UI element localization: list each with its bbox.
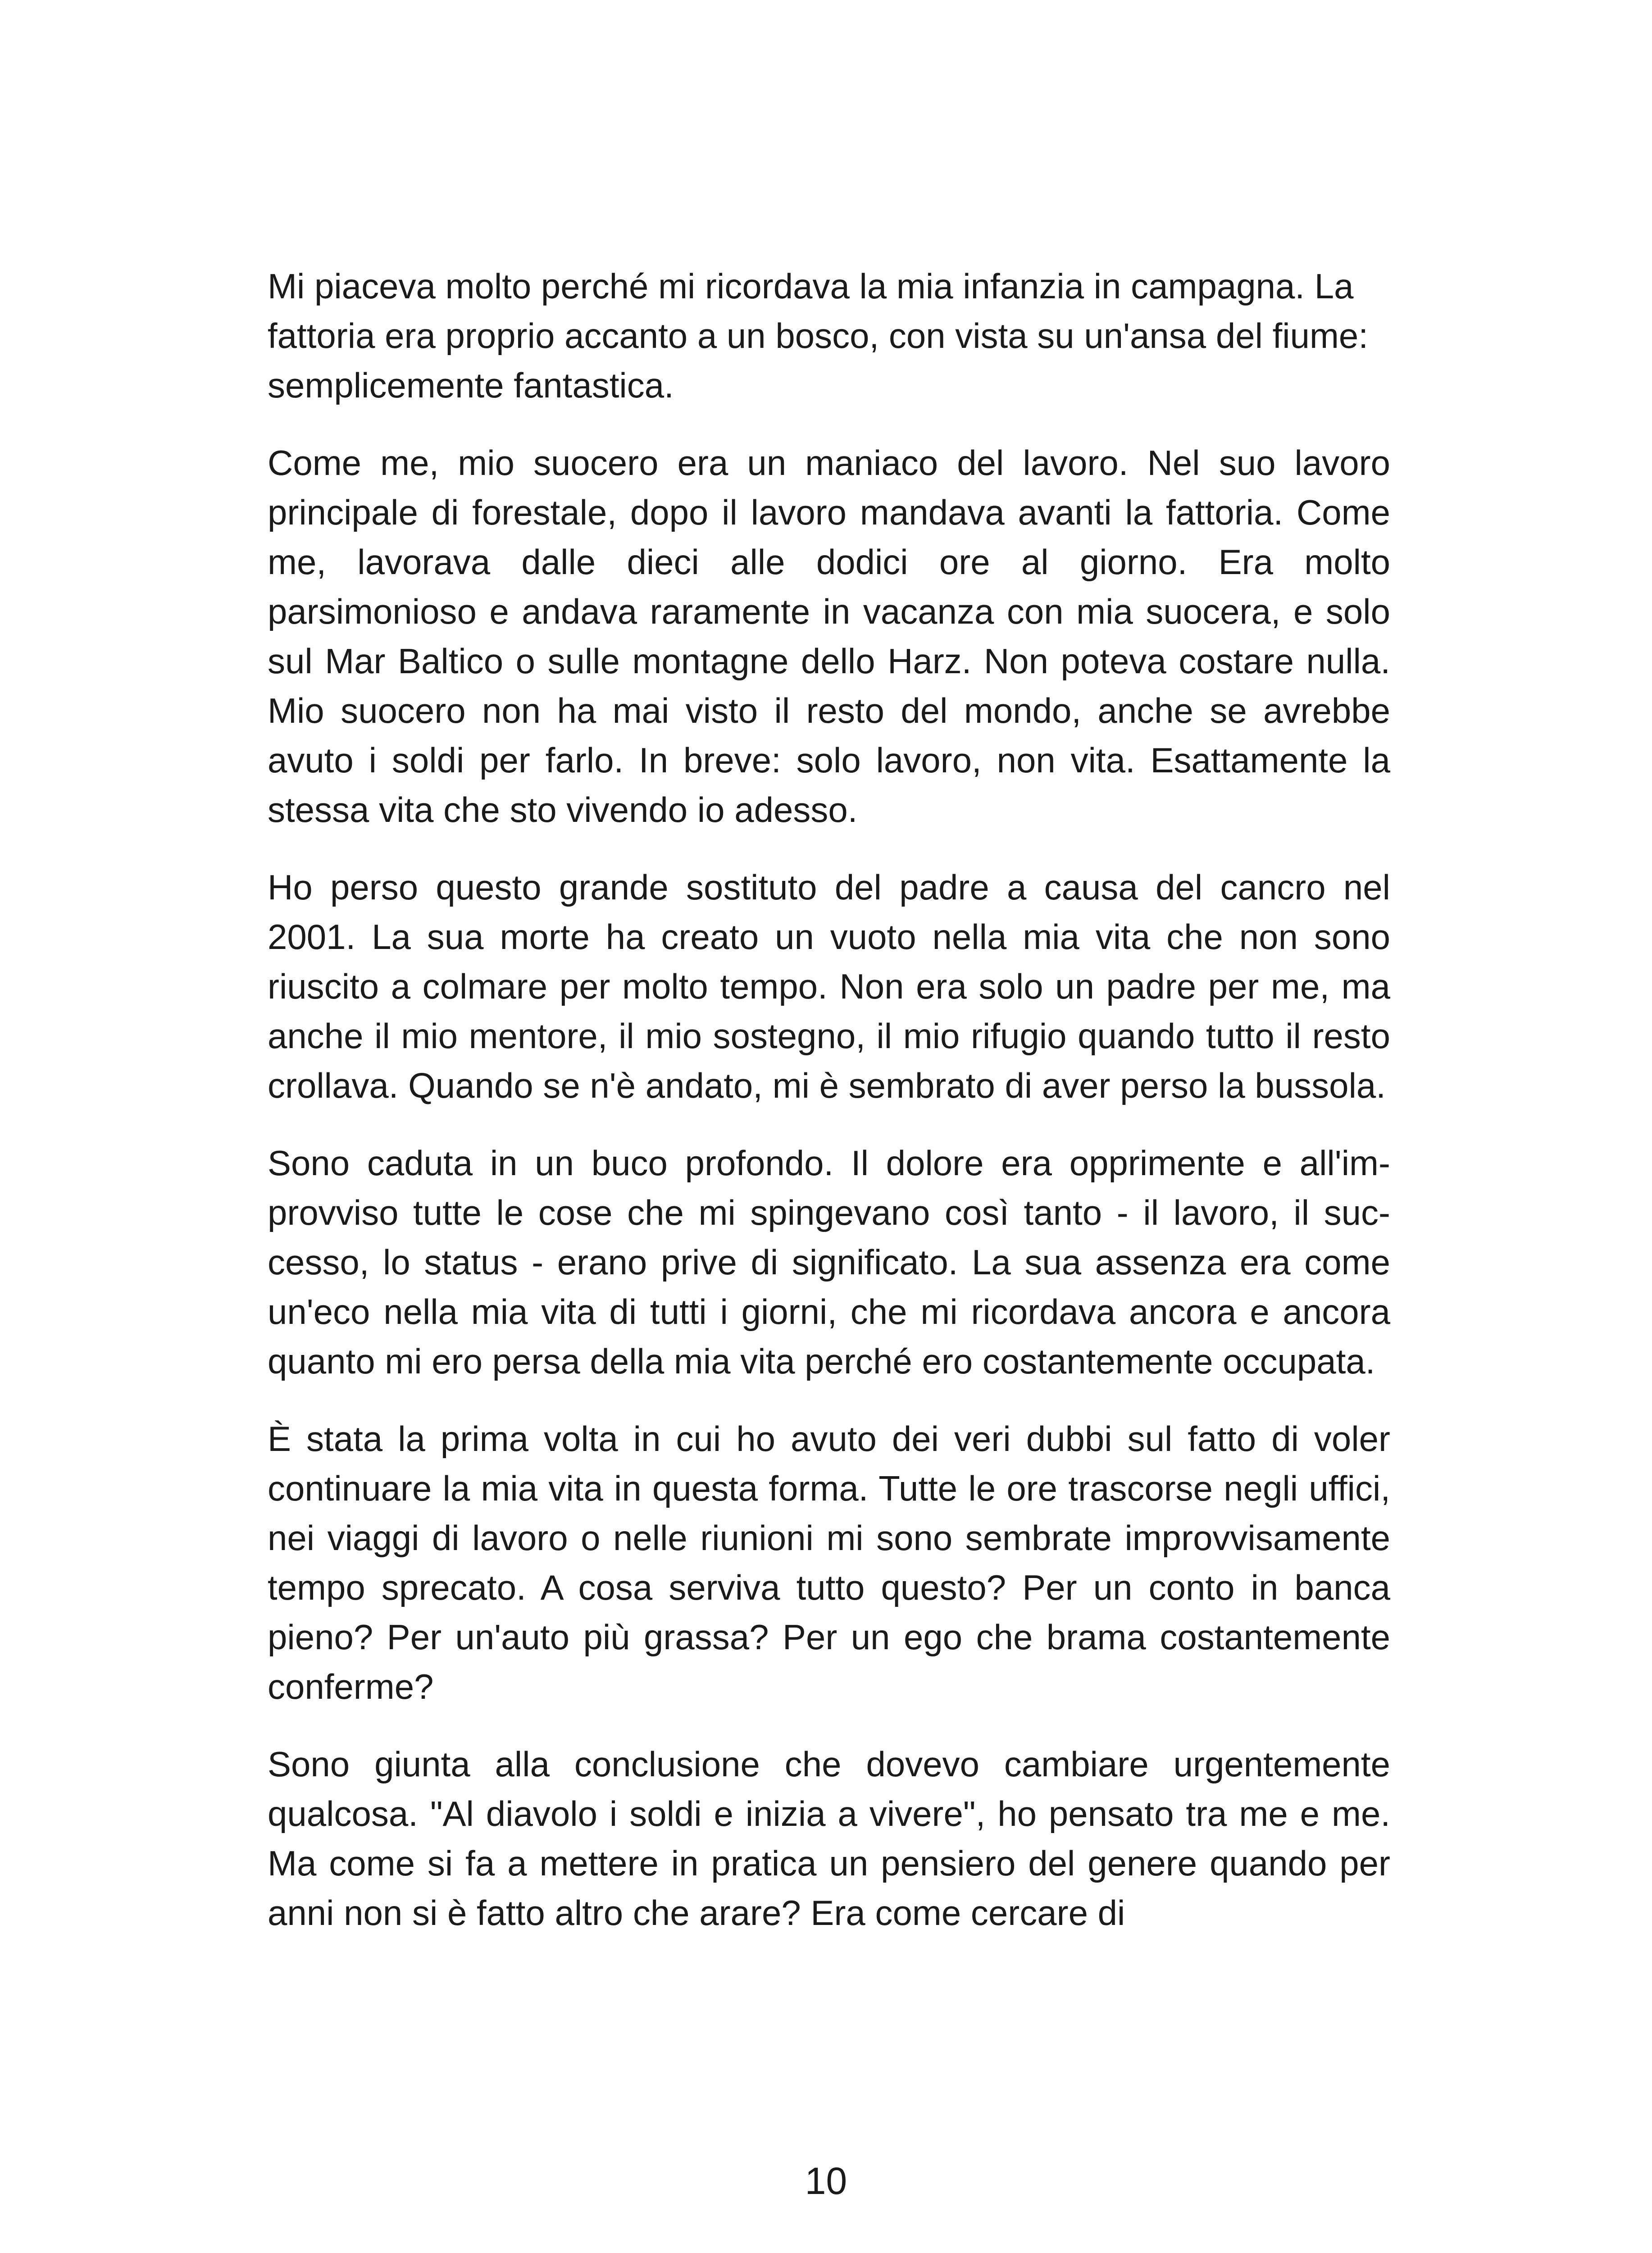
- paragraph-6: Sono giunta alla conclusione che dovevo cambiare urgentemente qualcosa. "Al diavolo i soldi e inizia a vivere", ho pensato tra me e me. Ma come si fa a mettere in pratica un pensiero del genere quando per anni non si è fatto altro che arare? Era come cercare di: [268, 1744, 1390, 1933]
- paragraph-2: Come me, mio suocero era un maniaco del lavoro. Nel suo lavoro principale di forestale, dopo il lavoro mandava avanti la fattoria. Come me, lavorava dalle dieci alle dodici ore al giorno. Era molto parsimonioso e andava raramente in vacanza con mia suocera, e solo sul Mar Baltico o sulle montagne dello Harz. Non poteva costare nulla. Mio suocero non ha mai visto il resto del mondo, anche se avrebbe avuto i soldi per farlo. In breve: solo lavoro, non vita. Esattamente la stessa vita che sto vivendo io adesso.: [268, 443, 1390, 830]
- page-number: 10: [805, 2160, 847, 2202]
- paragraph-5: È stata la prima volta in cui ho avuto dei veri dubbi sul fatto di voler continuare la mia vita in questa forma. Tutte le ore trascorse negli uffici, nei viaggi di lavoro o nelle riunioni mi sono sembrate improvvisamente tempo sprecato. A cosa serviva tutto questo? Per un conto in banca pieno? Per un'auto più grassa? Per un ego che brama costantemente conferme?: [268, 1419, 1390, 1706]
- paragraph-1: Mi piaceva molto perché mi ricordava la mia infanzia in campagna. La fattoria era proprio accanto a un bosco, con vista su un'ansa del fiume: semplicemente fantastica.: [268, 266, 1368, 405]
- paragraph-3: Ho perso questo grande sostituto del padre a causa del cancro nel 2001. La sua morte ha creato un vuoto nella mia vita che non sono riuscito a colmare per molto tempo. Non era solo un padre per me, ma anche il mio mentore, il mio sostegno, il mio rifugio quando tutto il resto crollava. Quando se n'è andato, mi è sembrato di aver perso la bussola.: [268, 867, 1390, 1105]
- body-text: [268, 261, 1390, 1966]
- paragraph-4: Sono caduta in un buco profondo. Il dolore era opprimente e all'improvviso tutte le cose che mi spingevano così tanto - il lavoro, il successo, lo status - erano prive di significato. La sua assenza era come un'eco nella mia vita di tutti i giorni, che mi ricordava ancora e ancora quanto mi ero persa della mia vita perché ero costantemente occupata.: [268, 1143, 1390, 1381]
